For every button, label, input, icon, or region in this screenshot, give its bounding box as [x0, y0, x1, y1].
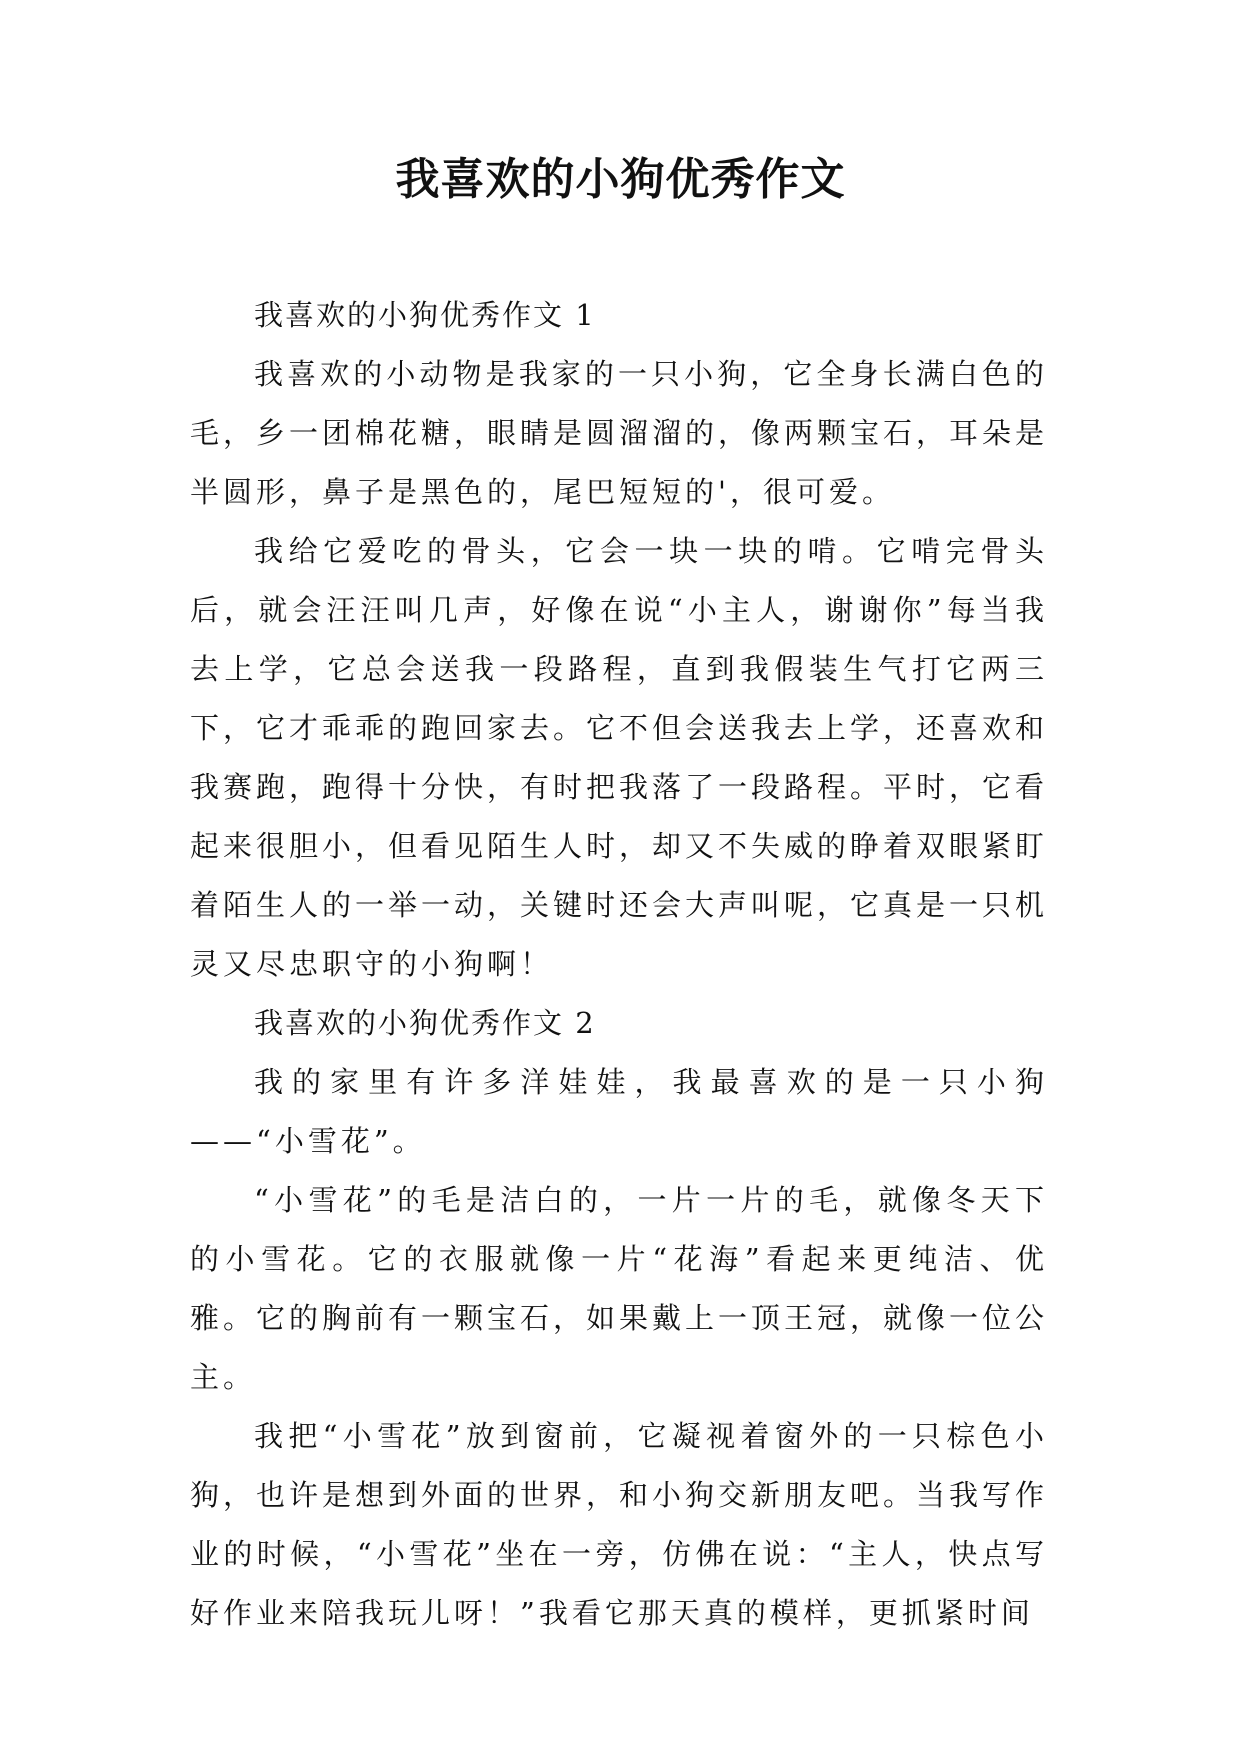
document-title: 我喜欢的小狗优秀作文 [395, 154, 846, 205]
paragraph-2: 我给它爱吃的骨头，它会一块一块的啃。它啃完骨头后，就会汪汪叫几声，好像在说“小主人，谢谢你”每当我去上学，它总会送我一段路程，直到我假装生气打它两三下，它才乖乖的跑回家去。它不但会送我去上学，还喜欢和我赛跑，跑得十分快，有时把我落了一段路程。平时，它看起来很胆小，但看见陌生人时，却又不失威的睁着双眼紧盯着陌生人的一举一动，关键时还会大声叫呢，它真是一只机灵又尽忠职守的小狗啊！ [190, 534, 1049, 981]
section-heading-2: 我喜欢的小狗优秀作文 2 [254, 1006, 596, 1040]
paragraph-1: 我喜欢的小动物是我家的一只小狗，它全身长满白色的毛，乡一团棉花糖，眼睛是圆溜溜的，像两颗宝石，耳朵是半圆形，鼻子是黑色的，尾巴短短的'，很可爱。 [190, 357, 1049, 509]
section-heading-1: 我喜欢的小狗优秀作文 1 [254, 298, 596, 332]
paragraph-4: “小雪花”的毛是洁白的，一片一片的毛，就像冬天下的小雪花。它的衣服就像一片“花海”看起来更纯洁、优雅。它的胸前有一颗宝石，如果戴上一顶王冠，就像一位公主。 [190, 1183, 1049, 1394]
document-body [190, 286, 1048, 1643]
paragraph-3: 我的家里有许多洋娃娃，我最喜欢的是一只小狗——“小雪花”。 [190, 1065, 1048, 1158]
paragraph-5: 我把“小雪花”放到窗前，它凝视着窗外的一只棕色小狗，也许是想到外面的世界，和小狗交新朋友吧。当我写作业的时候，“小雪花”坐在一旁，仿佛在说：“主人，快点写好作业来陪我玩儿呀！”我看它那天真的模样，更抓紧时间 [190, 1419, 1049, 1630]
